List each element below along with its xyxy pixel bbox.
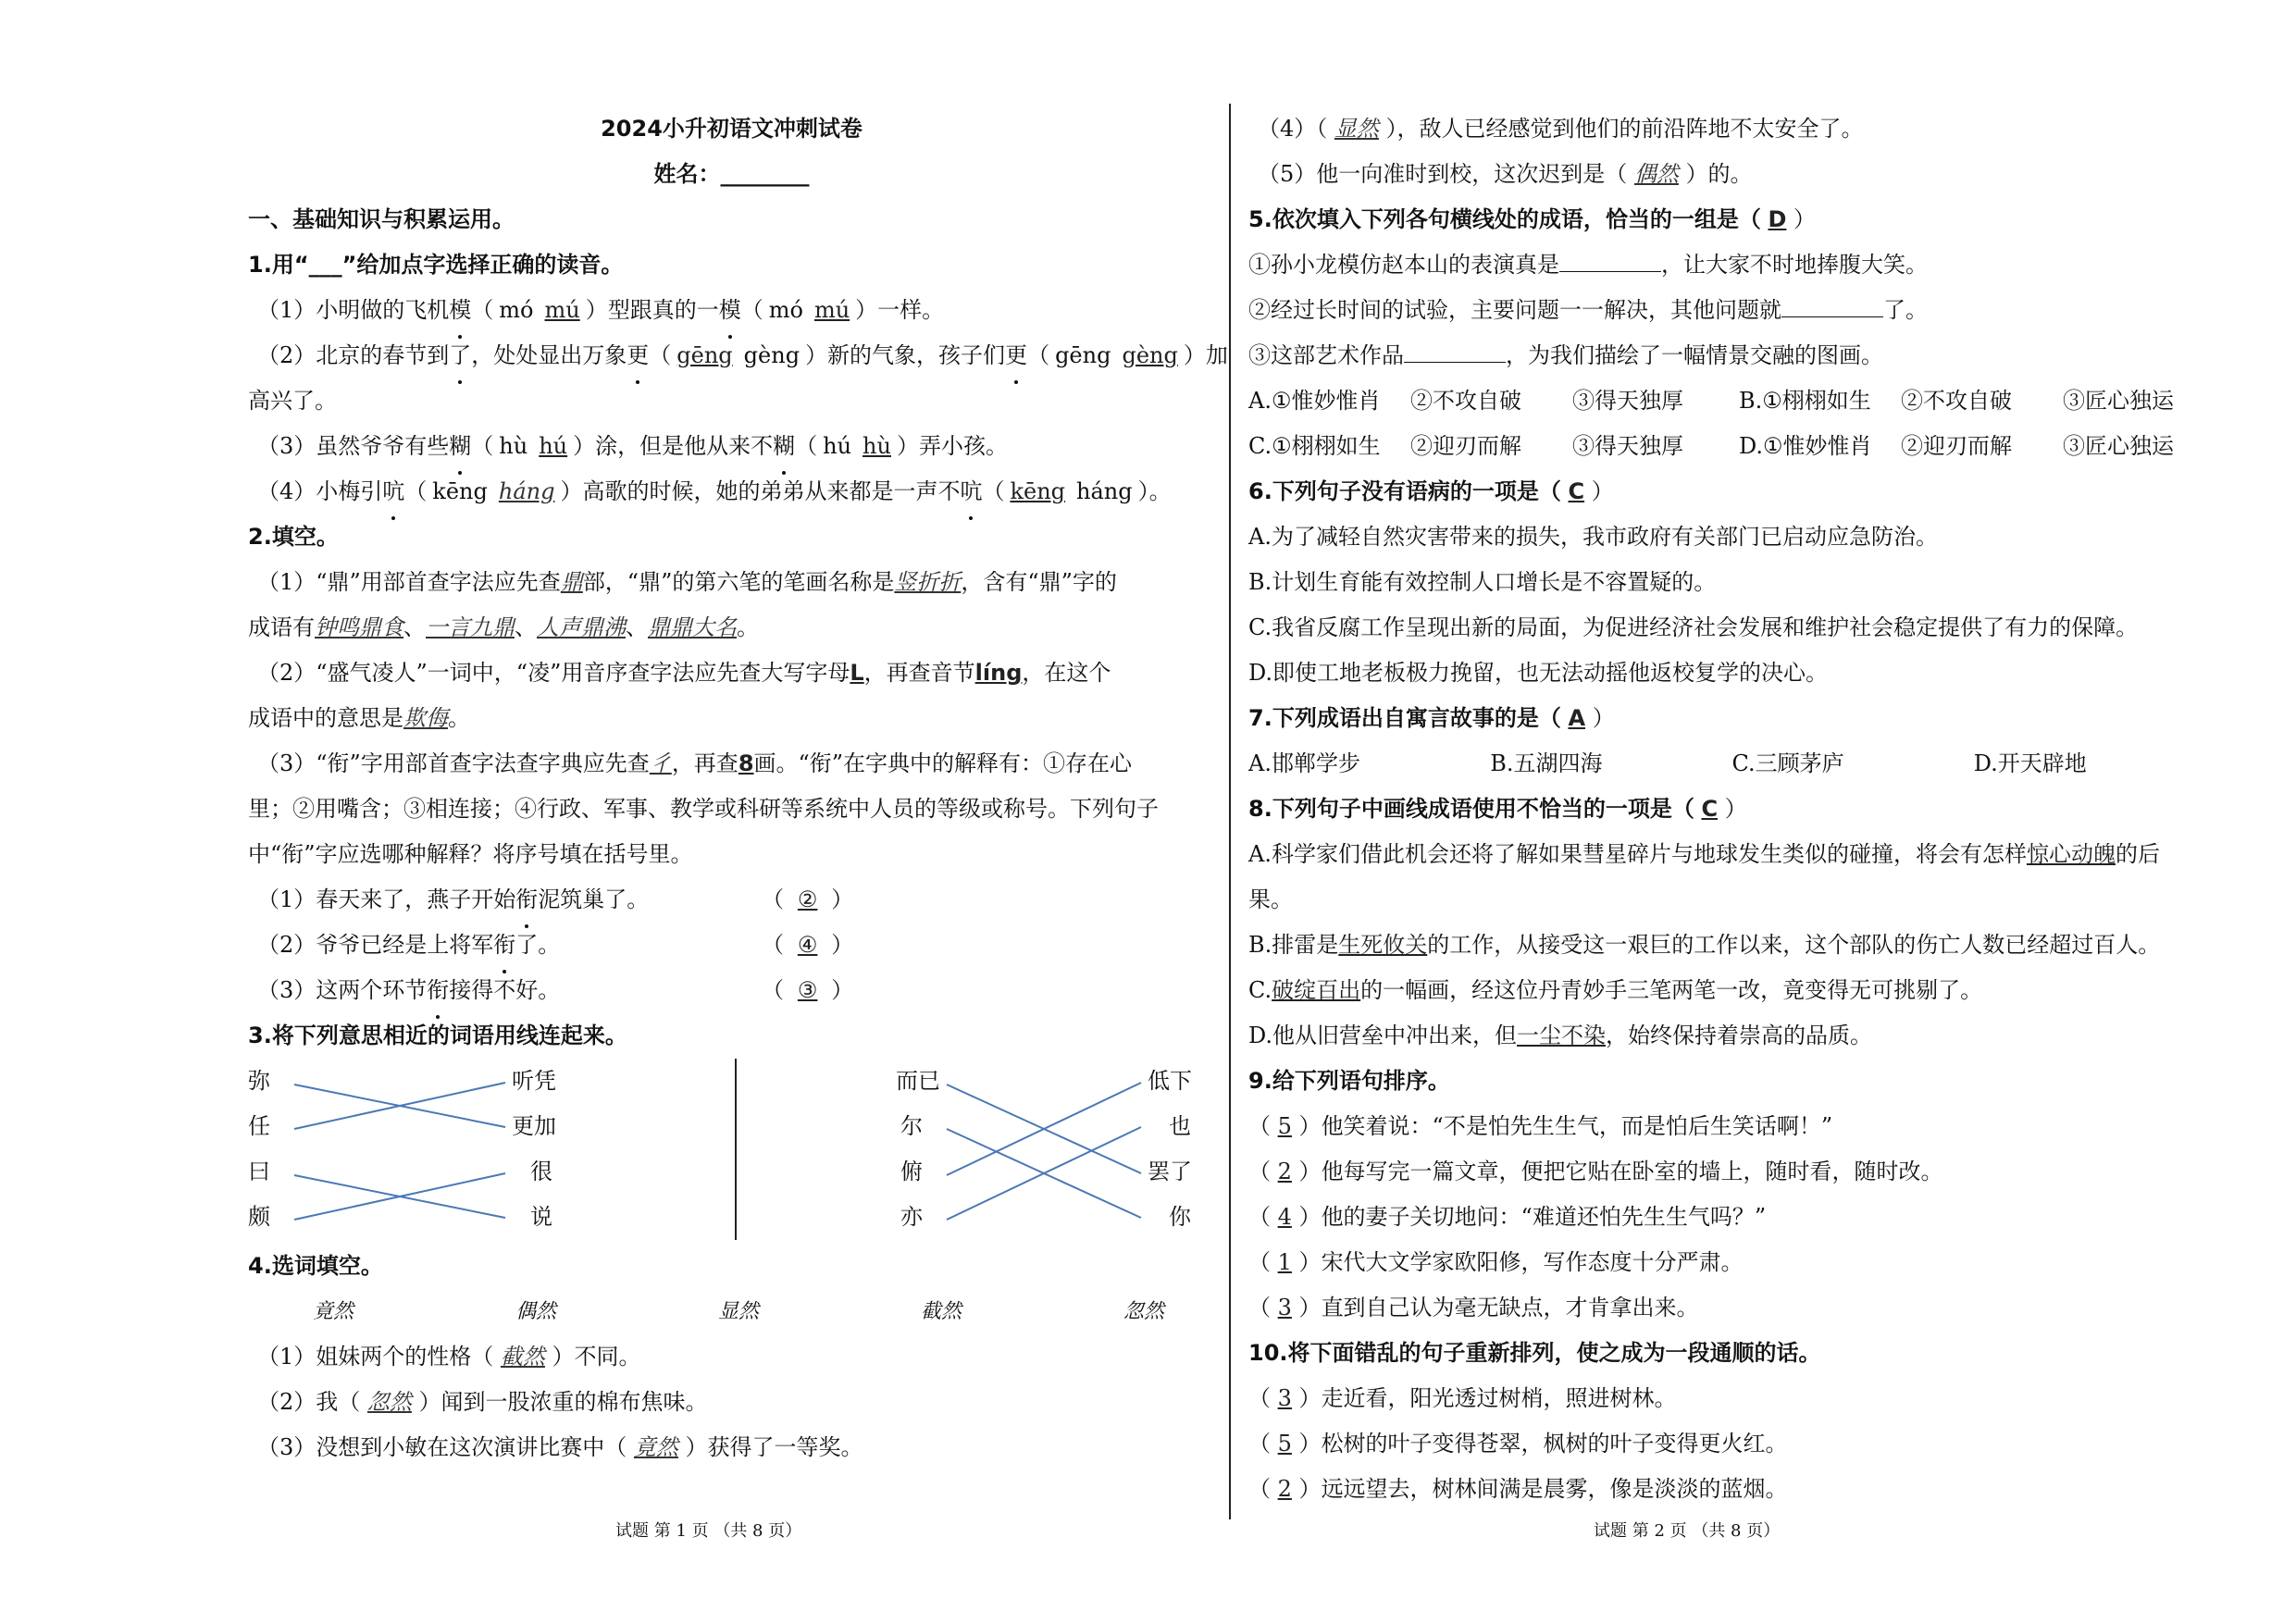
q5-options-cd: C.①栩栩如生 ②迎刃而解 ③得天独厚 D.①惟妙惟肖 ②迎刃而解 ③匠心独运 xyxy=(1248,433,2174,459)
word-option: 偶然 xyxy=(515,1300,556,1323)
q1-item-2: （2）北京的春节到了，处处显出万象更（ gēng gèng ）新的气象，孩子们更（ gēng gèng ）加 xyxy=(248,333,1215,378)
word-option: 显然 xyxy=(717,1300,759,1323)
q4-item-5: （5）他一向准时到校，这次迟到是（ 偶然 ）的。 xyxy=(1258,161,1753,187)
page-2-footer: 试题 第 2 页 （共 8 页） xyxy=(1594,1521,1781,1541)
q9-item: （ 3 ）直到自己认为毫无缺点，才肯拿出来。 xyxy=(1248,1295,1699,1320)
match-line xyxy=(947,1083,1141,1175)
match-word: 你 xyxy=(1169,1204,1191,1230)
word-option: 竟然 xyxy=(313,1300,354,1323)
match-word: 俯 xyxy=(900,1159,923,1184)
q7-option: D.开天辟地 xyxy=(1973,750,2087,776)
q8-option-a-cont: 果。 xyxy=(1248,886,1293,912)
match-line xyxy=(294,1173,505,1220)
match-line xyxy=(947,1127,1141,1220)
q2-item-3-cont-2: 中“衔”字应选哪种解释？将序号填在括号里。 xyxy=(248,841,693,867)
word-option: 忽然 xyxy=(1123,1300,1164,1323)
q8-option-a: A.科学家们借此机会还将了解如果彗星碎片与地球发生类似的碰撞，将会有怎样惊心动魄的后 xyxy=(1248,841,2160,867)
match-word: 罢了 xyxy=(1148,1159,1192,1184)
q6-stem: 6.下列句子没有语病的一项是（ C ） xyxy=(1248,478,1614,504)
q2-item-1-cont: 成语有钟鸣鼎食、一言九鼎、人声鼎沸、鼎鼎大名。 xyxy=(248,614,759,640)
match-word: 任 xyxy=(248,1113,270,1139)
q4-item-3: （3）没想到小敏在这次演讲比赛中（ 竟然 ）获得了一等奖。 xyxy=(257,1434,863,1460)
page-1 xyxy=(248,106,1228,1470)
q6-option-d: D.即使工地老板极力挽留，也无法动摇他返校复学的决心。 xyxy=(1248,660,1829,686)
q8-stem: 8.下列句子中画线成语使用不恰当的一项是（ C ） xyxy=(1248,796,1747,822)
exam-title: 2024小升初语文冲刺试卷 xyxy=(601,116,863,142)
q3-stem: 3.将下列意思相近的词语用线连起来。 xyxy=(248,1023,627,1048)
q6-option-b: B.计划生育能有效控制人口增长是不容置疑的。 xyxy=(1248,569,1717,595)
q2-sentence-3: （3）这两个环节衔接得不好。 （ ③ ） xyxy=(248,968,1215,1013)
matching-lines xyxy=(248,1059,1215,1244)
q5-stem: 5.依次填入下列各句横线处的成语，恰当的一组是（ D ） xyxy=(1248,206,1817,232)
q7-option: A.邯郸学步 xyxy=(1248,750,1360,776)
q9-item: （ 4 ）他的妻子关切地问：“难道还怕先生生气吗？” xyxy=(1248,1204,1767,1230)
q2-item-1: （1）“鼎”用部首查字法应先查鼎部，“鼎”的第六笔的笔画名称是竖折折，含有“鼎”字的 xyxy=(257,569,1117,595)
q7-option: B.五湖四海 xyxy=(1490,750,1603,776)
q1-item-2-cont: 高兴了。 xyxy=(248,388,337,414)
word-option: 截然 xyxy=(920,1300,962,1323)
q9-item: （ 1 ）宋代大文学家欧阳修，写作态度十分严肃。 xyxy=(1248,1249,1744,1275)
q9-item: （ 2 ）他每写完一篇文章，便把它贴在卧室的墙上，随时看，随时改。 xyxy=(1248,1159,1943,1184)
q2-stem: 2.填空。 xyxy=(248,524,339,550)
page-1-footer: 试题 第 1 页 （共 8 页） xyxy=(615,1521,802,1541)
match-word: 颇 xyxy=(248,1204,270,1230)
match-word: 亦 xyxy=(900,1204,923,1230)
q2-sentence-1: （1）春天来了，燕子开始衔泥筑巢了。 （ ② ） xyxy=(248,877,1215,923)
q8-option-c: C.破绽百出的一幅画，经这位丹青妙手三笔两笔一改，竟变得无可挑剔了。 xyxy=(1248,977,1983,1003)
page-2 xyxy=(1248,106,2215,1512)
match-word: 低下 xyxy=(1148,1068,1192,1094)
q4-item-1: （1）姐妹两个的性格（ 截然 ）不同。 xyxy=(257,1344,641,1370)
q2-item-3: （3）“衔”字用部首查字法查字典应先查彳，再查8画。“衔”在字典中的解释有：①存在心 xyxy=(257,750,1133,776)
match-word: 曰 xyxy=(248,1159,270,1184)
q6-option-a: A.为了减轻自然灾害带来的损失，我市政府有关部门已启动应急防治。 xyxy=(1248,524,1938,550)
match-word: 很 xyxy=(530,1159,552,1184)
q7-options xyxy=(1248,741,2215,787)
q5-options-ab: A.①惟妙惟肖 ②不攻自破 ③得天独厚 B.①栩栩如生 ②不攻自破 ③匠心独运 xyxy=(1248,388,2174,414)
q1-stem: 1.用“___”给加点字选择正确的读音。 xyxy=(248,252,624,278)
name-field[interactable]: 姓名：________ xyxy=(653,161,810,187)
q10-item: （ 2 ）远远望去，树林间满是晨雾，像是淡淡的蓝烟。 xyxy=(1248,1476,1788,1502)
q2-item-3-cont-1: 里；②用嘴含；③相连接；④行政、军事、教学或科研等系统中人员的等级或称号。下列句子 xyxy=(248,796,1159,822)
q9-item: （ 5 ）他笑着说：“不是怕先生生气，而是怕后生笑话啊！” xyxy=(1248,1113,1833,1139)
q8-option-d: D.他从旧营垒中冲出来，但一尘不染，始终保持着崇高的品质。 xyxy=(1248,1023,1873,1048)
match-word: 更加 xyxy=(512,1113,556,1139)
q7-stem: 7.下列成语出自寓言故事的是（ A ） xyxy=(1248,705,1615,731)
match-word: 听凭 xyxy=(512,1068,556,1094)
q2-item-2-cont: 成语中的意思是欺侮。 xyxy=(248,705,470,731)
q9-stem: 9.给下列语句排序。 xyxy=(1248,1068,1450,1094)
q2-item-2: （2）“盛气凌人”一词中，“凌”用音序查字法应先查大写字母L，再查音节líng，在这个 xyxy=(257,660,1111,686)
q5-sentence-3: ③这部艺术作品 ，为我们描绘了一幅情景交融的图画。 xyxy=(1248,333,2215,378)
q6-option-c: C.我省反腐工作呈现出新的局面，为促进经济社会发展和维护社会稳定提供了有力的保障。 xyxy=(1248,614,2139,640)
match-word: 尔 xyxy=(900,1113,923,1139)
match-word: 弥 xyxy=(248,1068,270,1094)
q3-matching xyxy=(248,1059,1215,1244)
q10-item: （ 3 ）走近看，阳光透过树梢，照进树林。 xyxy=(1248,1385,1677,1411)
column-divider xyxy=(1229,104,1231,1519)
match-word: 而已 xyxy=(896,1068,940,1094)
q10-item: （ 5 ）松树的叶子变得苍翠，枫树的叶子变得更火红。 xyxy=(1248,1431,1788,1457)
q4-stem: 4.选词填空。 xyxy=(248,1253,383,1279)
q1-item-3: （3）虽然爷爷有些糊（ hù hú ）涂，但是他从来不糊（ hú hù ）弄小孩。 xyxy=(248,424,1215,469)
match-word: 也 xyxy=(1169,1113,1191,1139)
q8-option-b: B.排雷是生死攸关的工作，从接受这一艰巨的工作以来，这个部队的伤亡人数已经超过百人。 xyxy=(1248,932,2161,958)
q1-item-1: （1）小明做的飞机模（ mó mú ）型跟真的一模（ mó mú ）一样。 xyxy=(248,288,1215,333)
q4-word-bank xyxy=(248,1289,1215,1334)
q2-sentence-2: （2）爷爷已经是上将军衔了。 （ ④ ） xyxy=(248,923,1215,968)
q7-option: C.三顾茅庐 xyxy=(1731,750,1844,776)
match-word: 说 xyxy=(530,1204,552,1230)
q10-stem: 10.将下面错乱的句子重新排列，使之成为一段通顺的话。 xyxy=(1248,1340,1821,1366)
q4-item-4: （4）（ 显然 ），敌人已经感觉到他们的前沿阵地不太安全了。 xyxy=(1258,116,1864,142)
match-line xyxy=(294,1083,505,1129)
section-1-heading: 一、基础知识与积累运用。 xyxy=(248,206,515,232)
q5-sentence-1: ①孙小龙模仿赵本山的表演真是 ，让大家不时地捧腹大笑。 xyxy=(1248,242,2215,288)
q1-item-4: （4）小梅引吭（ kēng háng ）高歌的时候，她的弟弟从来都是一声不吭（ kēng háng ）。 xyxy=(248,469,1215,514)
q5-sentence-2: ②经过长时间的试验，主要问题一一解决，其他问题就 了。 xyxy=(1248,288,2215,333)
q4-item-2: （2）我（ 忽然 ）闻到一股浓重的棉布焦味。 xyxy=(257,1389,708,1415)
